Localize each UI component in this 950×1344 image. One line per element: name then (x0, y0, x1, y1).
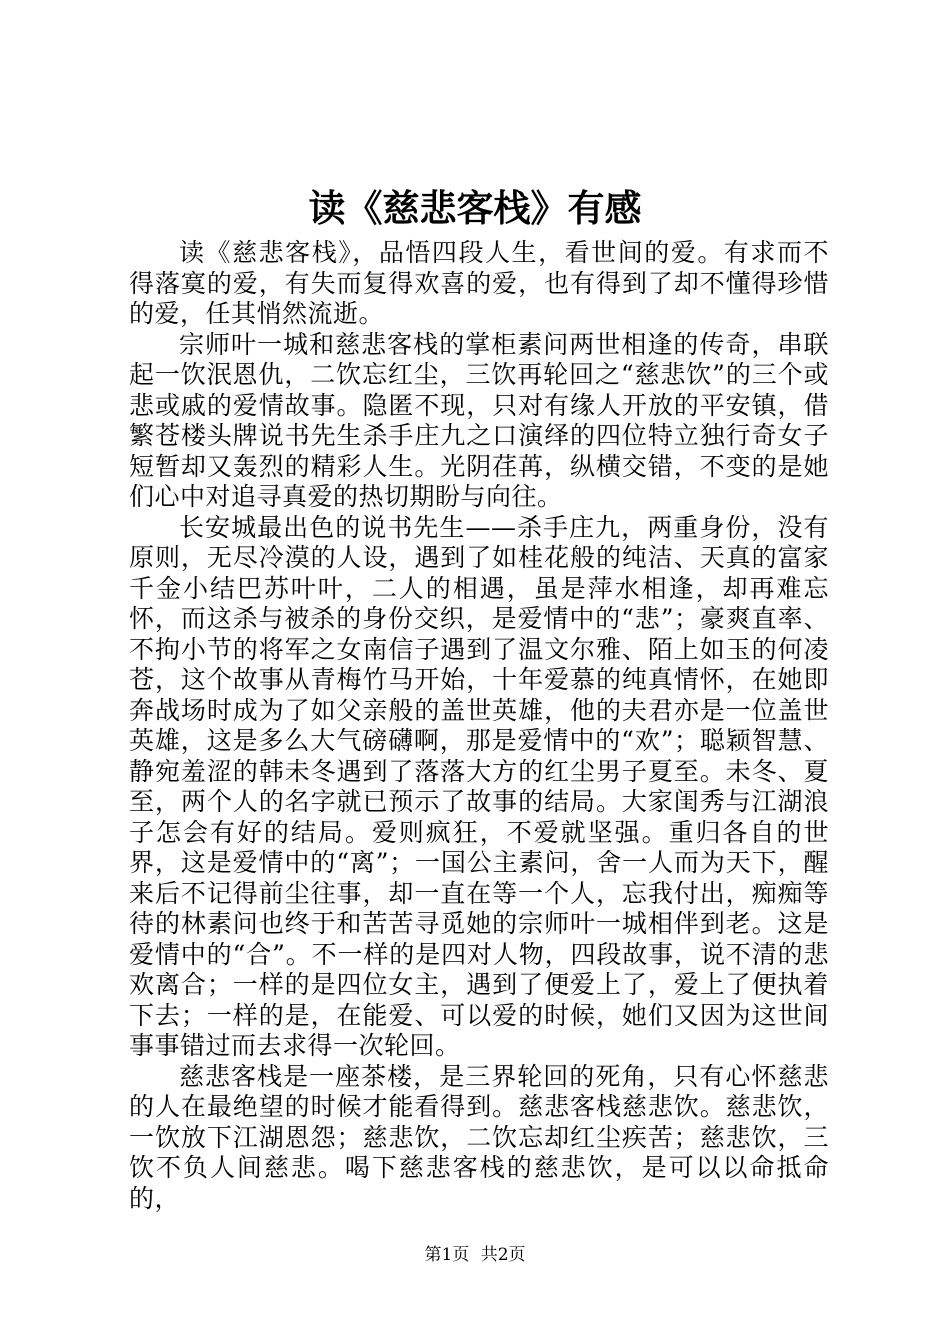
paragraph-3: 长安城最出色的说书先生——杀手庄九，两重身份，没有原则，无尽冷漠的人设，遇到了如桂花般的纯洁、天真的富家千金小结巴苏叶叶，二人的相遇，虽是萍水相逢，却再难忘怀，而这杀与被杀的身份交织，是爱情中的“悲”；豪爽直率、不拘小节的将军之女南信子遇到了温文尔雅、陌上如玉的何凌苍，这个故事从青梅竹马开始，十年爱慕的纯真情怀，在她即奔战场时成为了如父亲般的盖世英雄，他的夫君亦是一位盖世英雄，这是多么大气磅礴啊，那是爱情中的“欢”；聪颖智慧、静宛羞涩的韩未冬遇到了落落大方的红尘男子夏至。未冬、夏至，两个人的名字就已预示了故事的结局。大家闺秀与江湖浪子怎会有好的结局。爱则疯狂，不爱就坚强。重归各自的世界，这是爱情中的“离”；一国公主素问，舍一人而为天下，醒来后不记得前尘往事，却一直在等一个人，忘我付出，痴痴等待的林素问也终于和苦苦寻觅她的宗师叶一城相伴到老。这是爱情中的“合”。不一样的是四对人物，四段故事，说不清的悲欢离合；一样的是四位女主，遇到了便爱上了，爱上了便执着下去；一样的是，在能爱、可以爱的时候，她们又因为这世间事事错过而去求得一次轮回。 (129, 512, 829, 1060)
document-body (129, 238, 829, 1214)
page-total: 共2页 (480, 1245, 526, 1265)
paragraph-1: 读《慈悲客栈》，品悟四段人生，看世间的爱。有求而不得落寞的爱，有失而复得欢喜的爱，也有得到了却不懂得珍惜的爱，任其悄然流逝。 (129, 238, 829, 328)
page-footer (0, 1244, 950, 1266)
paragraph-2: 宗师叶一城和慈悲客栈的掌柜素问两世相逢的传奇，串联起一饮泯恩仇，二饮忘红尘，三饮再轮回之“慈悲饮”的三个或悲或戚的爱情故事。隐匿不现，只对有缘人开放的平安镇，借繁苍楼头牌说书先生杀手庄九之口演绎的四位特立独行奇女子短暂却又轰烈的精彩人生。光阴荏苒，纵横交错，不变的是她们心中对追寻真爱的热切期盼与向往。 (129, 329, 829, 511)
document-title: 读《慈悲客栈》有感 (308, 186, 642, 230)
page-number: 第1页 (424, 1245, 470, 1265)
paragraph-4: 慈悲客栈是一座茶楼，是三界轮回的死角，只有心怀慈悲的人在最绝望的时候才能看得到。慈悲客栈慈悲饮。慈悲饮，一饮放下江湖恩怨；慈悲饮，二饮忘却红尘疾苦；慈悲饮，三饮不负人间慈悲。喝下慈悲客栈的慈悲饮，是可以以命抵命的， (129, 1061, 829, 1213)
